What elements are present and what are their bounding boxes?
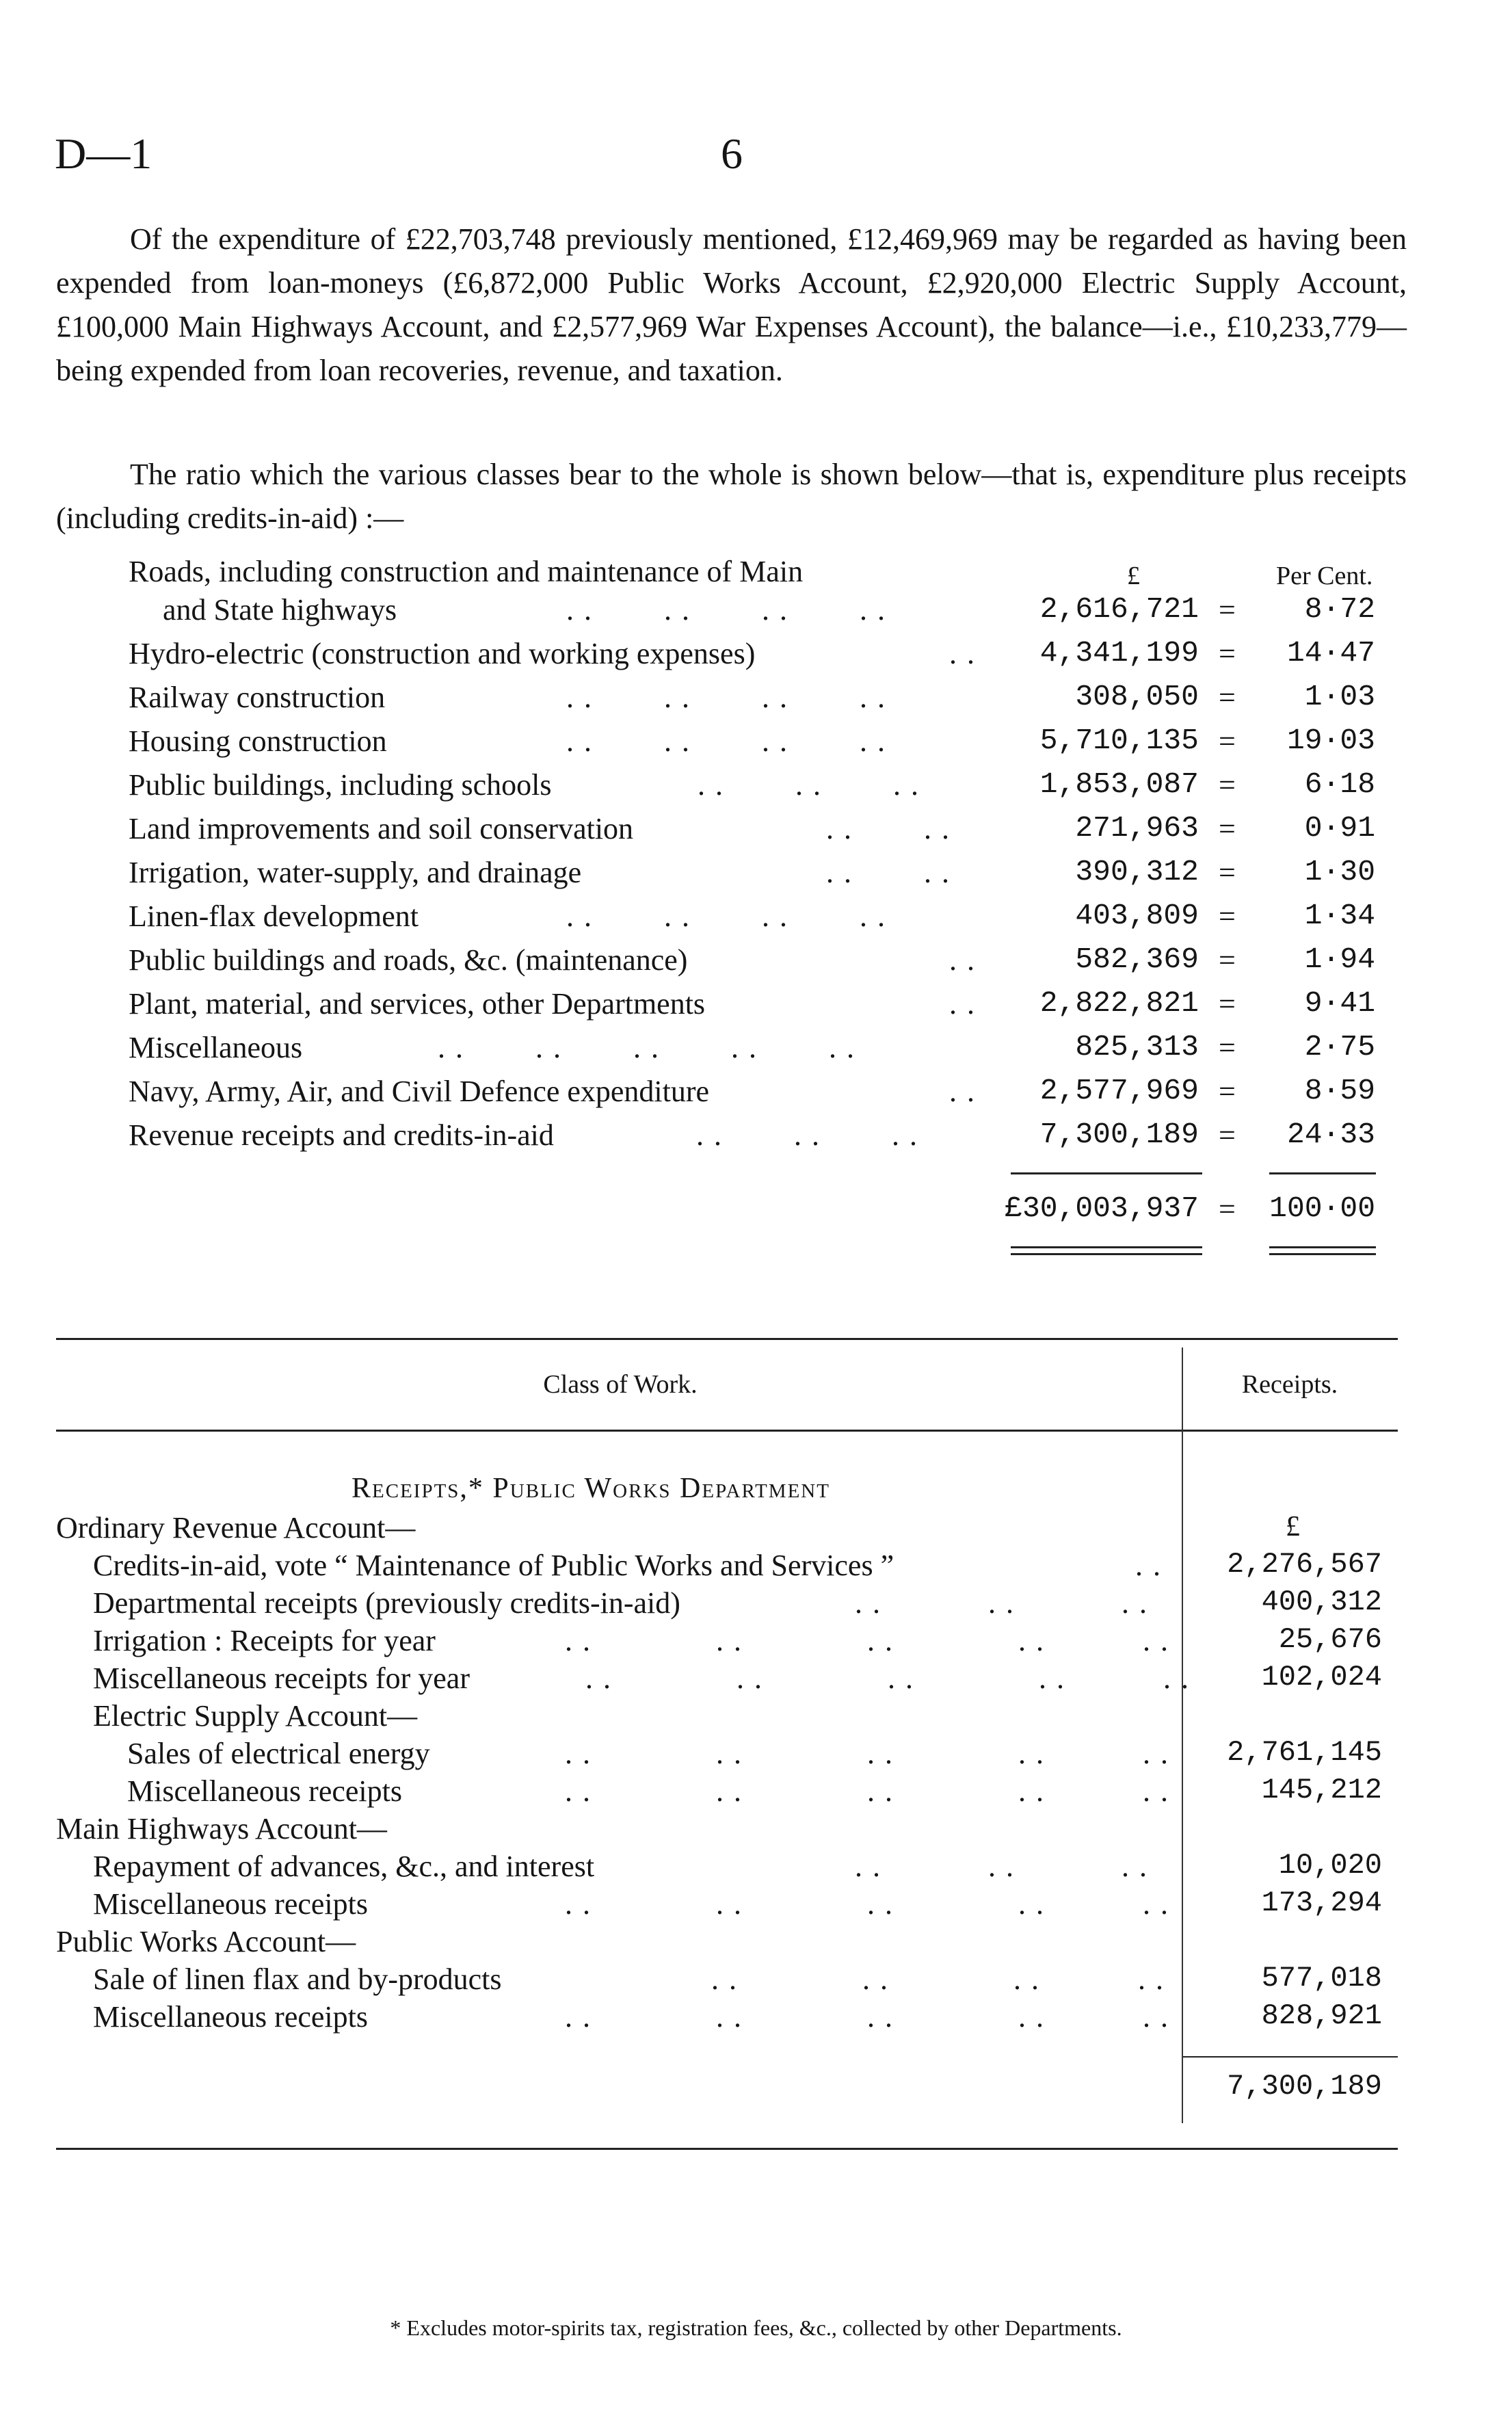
row-value: 828,921 <box>1261 1999 1382 2032</box>
ratio-row-percent: 6·18 <box>1304 767 1375 801</box>
ratio-row-label: Linen-flax development <box>129 899 419 933</box>
total-double-rule-amount-2 <box>1011 1253 1202 1255</box>
table-bottom-rule <box>56 2148 1398 2150</box>
document-reference: D—1 <box>55 129 152 178</box>
ratio-row-amount: 403,809 <box>1075 899 1199 932</box>
ratio-row-percent: 24·33 <box>1286 1118 1375 1151</box>
dot-leader: . . . . <box>826 812 951 845</box>
ratio-row-percent: 1·94 <box>1304 943 1375 976</box>
section-title: Receipts,* Public Works Department <box>352 1473 830 1504</box>
receipts-currency: £ <box>1286 1511 1300 1542</box>
dot-leader: . . . . . . . . <box>711 1962 1165 1996</box>
dot-leader: . . . . . . <box>698 768 920 802</box>
row-label: Sale of linen flax and by-products <box>93 1962 502 1996</box>
ratio-row <box>129 1030 1512 1074</box>
row-label: Irrigation : Receipts for year <box>93 1624 436 1657</box>
ratio-total-row <box>129 1192 1512 1235</box>
ratio-row <box>129 1118 1512 1161</box>
equals-sign: = <box>1219 681 1236 714</box>
ratio-row-label: Revenue receipts and credits-in-aid <box>129 1118 554 1152</box>
table-row <box>0 1849 1512 1887</box>
equals-sign: = <box>1219 724 1236 758</box>
ratio-row <box>129 811 1512 855</box>
row-value: 173,294 <box>1261 1887 1382 1919</box>
ratio-row-label: Miscellaneous <box>129 1031 303 1064</box>
row-value: 2,276,567 <box>1227 1548 1382 1581</box>
dot-leader: . . . . . . . . . . <box>585 1661 1190 1695</box>
ratio-row-percent: 9·41 <box>1304 986 1375 1020</box>
dot-leader: . . <box>949 637 976 670</box>
equals-sign: = <box>1219 943 1236 977</box>
equals-sign: = <box>1219 812 1236 845</box>
table-row <box>0 1999 1512 2037</box>
table-row <box>0 1962 1512 1999</box>
row-label: Miscellaneous receipts <box>93 1887 368 1921</box>
ratio-row-amount: 4,341,199 <box>1039 636 1199 670</box>
table-row <box>0 1586 1512 1623</box>
dot-leader: . . . . . . . . <box>566 724 886 758</box>
equals-sign: = <box>1219 899 1236 933</box>
column-header-receipts: Receipts. <box>1241 1370 1338 1399</box>
dot-leader: . . . . . . . . . . <box>565 1737 1169 1770</box>
receipts-total-row <box>0 2070 1512 2107</box>
ratio-row-percent: 19·03 <box>1286 724 1375 757</box>
ratio-row-amount: 582,369 <box>1075 943 1199 976</box>
ratio-row <box>129 592 1512 636</box>
ratio-total-percent: 100·00 <box>1269 1192 1375 1225</box>
ratio-row-percent: 0·91 <box>1304 811 1375 845</box>
equals-sign: = <box>1219 637 1236 670</box>
row-label: Miscellaneous receipts <box>127 1774 402 1808</box>
dot-leader: . . . . . . . . . . <box>565 2000 1169 2034</box>
ratio-row-amount: 7,300,189 <box>1039 1118 1199 1151</box>
table-row <box>0 1887 1512 1924</box>
ratio-amount-header: £ <box>1127 562 1140 590</box>
ratio-row <box>129 943 1512 986</box>
paragraph-expenditure <box>56 218 1407 393</box>
ratio-percent-header: Per Cent. <box>1276 562 1373 590</box>
ratio-row-label: Hydro-electric (construction and working expenses) <box>129 637 756 670</box>
ratio-row <box>129 554 1512 598</box>
ratio-row-label: Plant, material, and services, other Departments <box>129 987 706 1021</box>
ratio-row <box>129 986 1512 1030</box>
subtotal-rule-amount <box>1011 1172 1202 1174</box>
table-row <box>0 1811 1512 1849</box>
paragraph-ratio-intro <box>56 453 1407 540</box>
dot-leader: . . . . <box>826 856 951 889</box>
ratio-row <box>129 1074 1512 1118</box>
equals-sign: = <box>1219 856 1236 889</box>
row-label: Departmental receipts (previously credits-in-aid) <box>93 1586 680 1620</box>
row-value: 2,761,145 <box>1227 1736 1382 1769</box>
dot-leader: . . . . . . <box>696 1118 918 1152</box>
ratio-row-amount: 308,050 <box>1075 680 1199 713</box>
table-row <box>0 1698 1512 1736</box>
row-label: Miscellaneous receipts for year <box>93 1661 470 1695</box>
ratio-row-amount: 1,853,087 <box>1039 767 1199 801</box>
equals-sign: = <box>1219 1118 1236 1152</box>
table-row <box>0 1774 1512 1811</box>
ratio-row <box>129 767 1512 811</box>
dot-leader: . . . . . . <box>855 1850 1148 1883</box>
paragraph-expenditure-text: Of the expenditure of £22,703,748 previously mentioned, £12,469,969 may be regarded as having been expended from loan-moneys (£6,872,000 Public Works Account, £2,920,000 Electric Supply Account, £100,000 Main Highways Account, and £2,577,969 War Expenses Account), the balance—i.e., £10,233,779—being expended from loan recoveries, revenue, and taxation. <box>56 222 1407 387</box>
total-double-rule-amount <box>1011 1246 1202 1248</box>
ratio-row-label: Public buildings, including schools <box>129 768 552 802</box>
ratio-row-percent: 8·59 <box>1304 1074 1375 1107</box>
ratio-row <box>129 680 1512 724</box>
ratio-row-amount: 2,577,969 <box>1039 1074 1199 1107</box>
receipts-total: 7,300,189 <box>1227 2070 1382 2103</box>
ratio-row <box>129 636 1512 680</box>
ratio-row-percent: 2·75 <box>1304 1030 1375 1064</box>
equals-sign: = <box>1219 987 1236 1021</box>
receipts-total-rule <box>1183 2056 1398 2058</box>
ratio-row-label: Irrigation, water-supply, and drainage <box>129 856 582 889</box>
table-row <box>0 1736 1512 1774</box>
ratio-row-amount: 2,822,821 <box>1039 986 1199 1020</box>
row-label: Ordinary Revenue Account— <box>56 1511 416 1545</box>
ratio-row-percent: 1·30 <box>1304 855 1375 889</box>
subtotal-rule-percent <box>1269 1172 1376 1174</box>
row-value: 25,676 <box>1278 1623 1382 1656</box>
dot-leader: . . . . . . . . . . <box>438 1031 856 1064</box>
row-value: 10,020 <box>1278 1849 1382 1882</box>
row-label: Miscellaneous receipts <box>93 2000 368 2034</box>
row-value: 577,018 <box>1261 1962 1382 1995</box>
row-label: Repayment of advances, &c., and interest <box>93 1850 595 1883</box>
dot-leader: . . . . . . . . . . <box>565 1774 1169 1808</box>
row-label: Public Works Account— <box>56 1925 356 1958</box>
row-label: Electric Supply Account— <box>93 1699 418 1733</box>
row-label: Sales of electrical energy <box>127 1737 430 1770</box>
dot-leader: . . . . . . . . . . <box>565 1624 1169 1657</box>
table-row <box>0 1623 1512 1661</box>
dot-leader: . . . . . . . . <box>566 681 886 714</box>
footnote: * Excludes motor-spirits tax, registration fees, &c., collected by other Departments. <box>390 2315 1122 2340</box>
equals-sign: = <box>1219 1075 1236 1108</box>
paragraph-ratio-text: The ratio which the various classes bear to the whole is shown below—that is, expenditure plus receipts (including credits-in-aid) :— <box>56 458 1407 535</box>
dot-leader: . . <box>1135 1549 1162 1582</box>
ratio-row-amount: 2,616,721 <box>1039 592 1199 626</box>
ratio-row-label: Navy, Army, Air, and Civil Defence expenditure <box>129 1075 710 1108</box>
ratio-row-label: Railway construction <box>129 681 386 714</box>
ratio-row-percent: 8·72 <box>1304 592 1375 626</box>
dot-leader: . . <box>949 1075 976 1108</box>
page-number: 6 <box>721 129 743 178</box>
ratio-row-label: Public buildings and roads, &c. (maintenance) <box>129 943 688 977</box>
dot-leader: . . . . . . . . . . <box>565 1887 1169 1921</box>
equals-sign: = <box>1219 1031 1236 1064</box>
table-row <box>0 1548 1512 1586</box>
equals-sign: = <box>1219 1192 1236 1226</box>
ratio-row <box>129 724 1512 767</box>
header-bottom-rule <box>56 1430 1398 1432</box>
row-value: 102,024 <box>1261 1661 1382 1694</box>
dot-leader: . . . . . . . . <box>566 899 886 933</box>
ratio-row <box>129 899 1512 943</box>
row-label: Credits-in-aid, vote “ Maintenance of Public Works and Services ” <box>93 1549 894 1582</box>
dot-leader: . . . . . . <box>855 1586 1148 1620</box>
equals-sign: = <box>1219 593 1236 627</box>
ratio-row-percent: 14·47 <box>1286 636 1375 670</box>
ratio-row-label-continued: and State highways <box>163 593 397 627</box>
ratio-row-label: Roads, including construction and maintenance of Main <box>129 555 804 588</box>
ratio-row-percent: 1·03 <box>1304 680 1375 713</box>
dot-leader: . . . . . . . . <box>566 593 886 627</box>
row-label: Main Highways Account— <box>56 1812 387 1845</box>
ratio-row-amount: 271,963 <box>1075 811 1199 845</box>
row-value: 145,212 <box>1261 1774 1382 1806</box>
ratio-total-amount: £30,003,937 <box>1005 1192 1199 1225</box>
ratio-row-amount: 390,312 <box>1075 855 1199 889</box>
total-double-rule-percent <box>1269 1246 1376 1248</box>
ratio-row-percent: 1·34 <box>1304 899 1375 932</box>
table-row <box>0 1510 1512 1548</box>
table-row <box>0 1924 1512 1962</box>
row-value: 400,312 <box>1261 1586 1382 1618</box>
column-header-class-of-work: Class of Work. <box>543 1370 698 1399</box>
ratio-row <box>129 855 1512 899</box>
ratio-row-label: Land improvements and soil conservation <box>129 812 634 845</box>
ratio-row-label: Housing construction <box>129 724 387 758</box>
dot-leader: . . <box>949 943 976 977</box>
ratio-row-amount: 5,710,135 <box>1039 724 1199 757</box>
ratio-row-amount: 825,313 <box>1075 1030 1199 1064</box>
table-top-rule <box>56 1338 1398 1340</box>
table-row <box>0 1661 1512 1698</box>
equals-sign: = <box>1219 768 1236 802</box>
total-double-rule-percent-2 <box>1269 1253 1376 1255</box>
dot-leader: . . <box>949 987 976 1021</box>
